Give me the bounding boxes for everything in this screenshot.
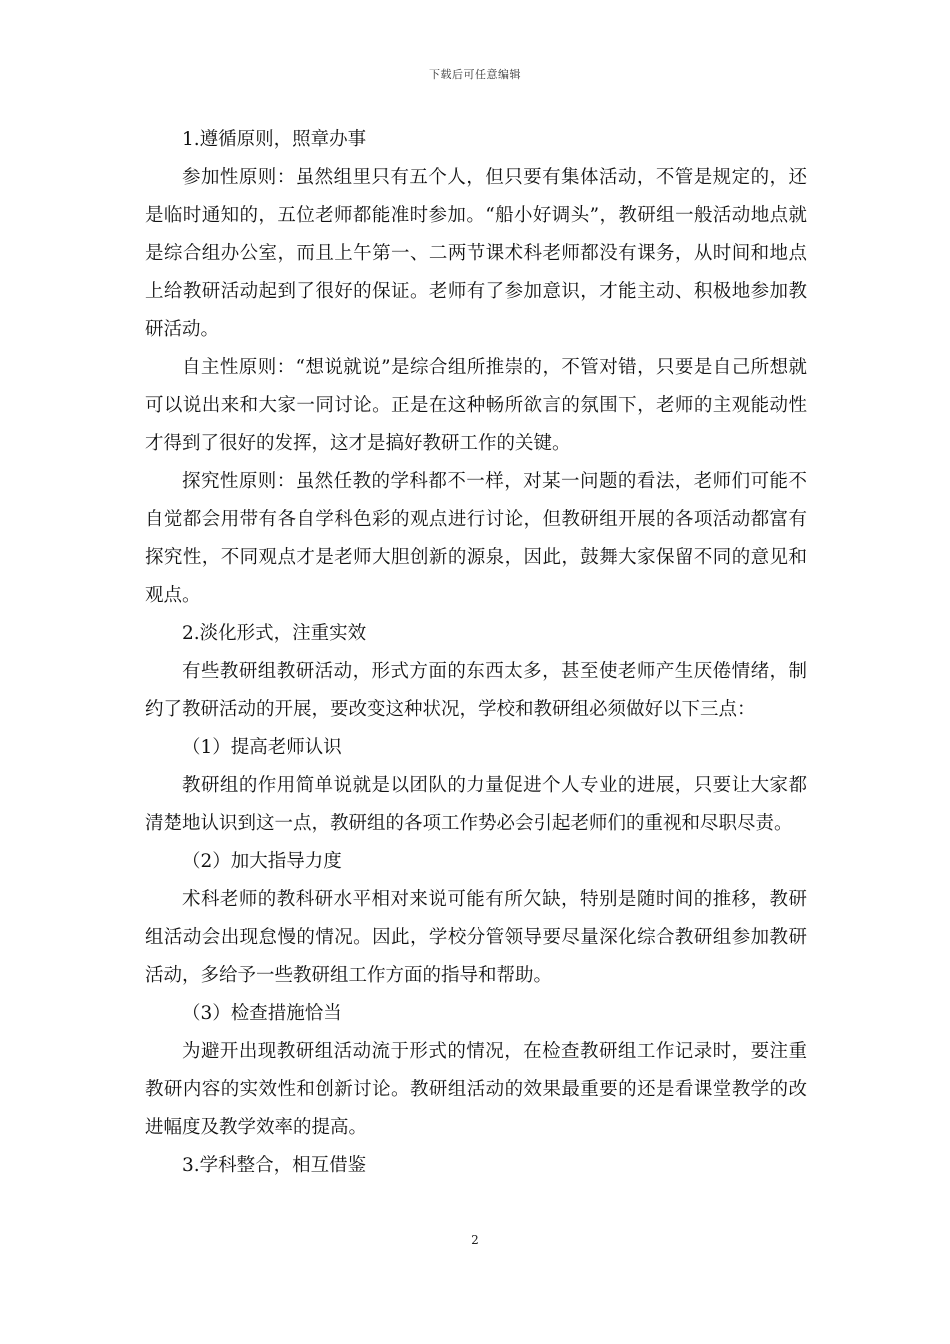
paragraph-raise-awareness: 教研组的作用简单说就是以团队的力量促进个人专业的进展，只要让大家都清楚地认识到这一点，教研组的各项工作势必会引起老师们的重视和尽职尽责。 <box>145 775 807 834</box>
document-body <box>145 121 807 1185</box>
paragraph-participation-principle: 参加性原则：虽然组里只有五个人，但只要有集体活动，不管是规定的，还是临时通知的，五位老师都能准时参加。“船小好调头”，教研组一般活动地点就是综合组办公室，而且上午第一、二两节课术科老师都没有课务，从时间和地点上给教研活动起到了很好的保证。老师有了参加意识，才能主动、积极地参加教研活动。 <box>145 167 807 340</box>
heading-downplay-form: 2.淡化形式，注重实效 <box>182 623 367 644</box>
paragraph-form-issues: 有些教研组教研活动，形式方面的东西太多，甚至使老师产生厌倦情绪，制约了教研活动的开展，要改变这种状况，学校和教研组必须做好以下三点： <box>145 661 807 720</box>
subheading-raise-awareness: （1）提高老师认识 <box>182 737 342 758</box>
heading-follow-principles: 1.遵循原则，照章办事 <box>182 129 367 150</box>
page-number: 2 <box>471 1233 479 1247</box>
paragraph-inquiry-principle: 探究性原则：虽然任教的学科都不一样，对某一问题的看法，老师们可能不自觉都会用带有各自学科色彩的观点进行讨论，但教研组开展的各项活动都富有探究性，不同观点才是老师大胆创新的源泉，因此，鼓舞大家保留不同的意见和观点。 <box>145 471 807 606</box>
paragraph-inspection: 为避开出现教研组活动流于形式的情况，在检查教研组工作记录时，要注重教研内容的实效性和创新讨论。教研组活动的效果最重要的还是看课堂教学的改进幅度及教学效率的提高。 <box>145 1041 807 1138</box>
subheading-inspection: （3）检查措施恰当 <box>182 1003 342 1024</box>
header-note: 下载后可任意编辑 <box>429 68 521 81</box>
paragraph-autonomy-principle: 自主性原则：“想说就说”是综合组所推崇的，不管对错，只要是自己所想就可以说出来和大家一同讨论。正是在这种畅所欲言的氛围下，老师的主观能动性才得到了很好的发挥，这才是搞好教研工作的关键。 <box>145 357 807 454</box>
subheading-guidance: （2）加大指导力度 <box>182 851 342 872</box>
paragraph-guidance: 术科老师的教科研水平相对来说可能有所欠缺，特别是随时间的推移，教研组活动会出现怠慢的情况。因此，学校分管领导要尽量深化综合教研组参加教研活动，多给予一些教研组工作方面的指导和帮助。 <box>145 889 807 986</box>
heading-subject-integration: 3.学科整合，相互借鉴 <box>182 1155 367 1176</box>
